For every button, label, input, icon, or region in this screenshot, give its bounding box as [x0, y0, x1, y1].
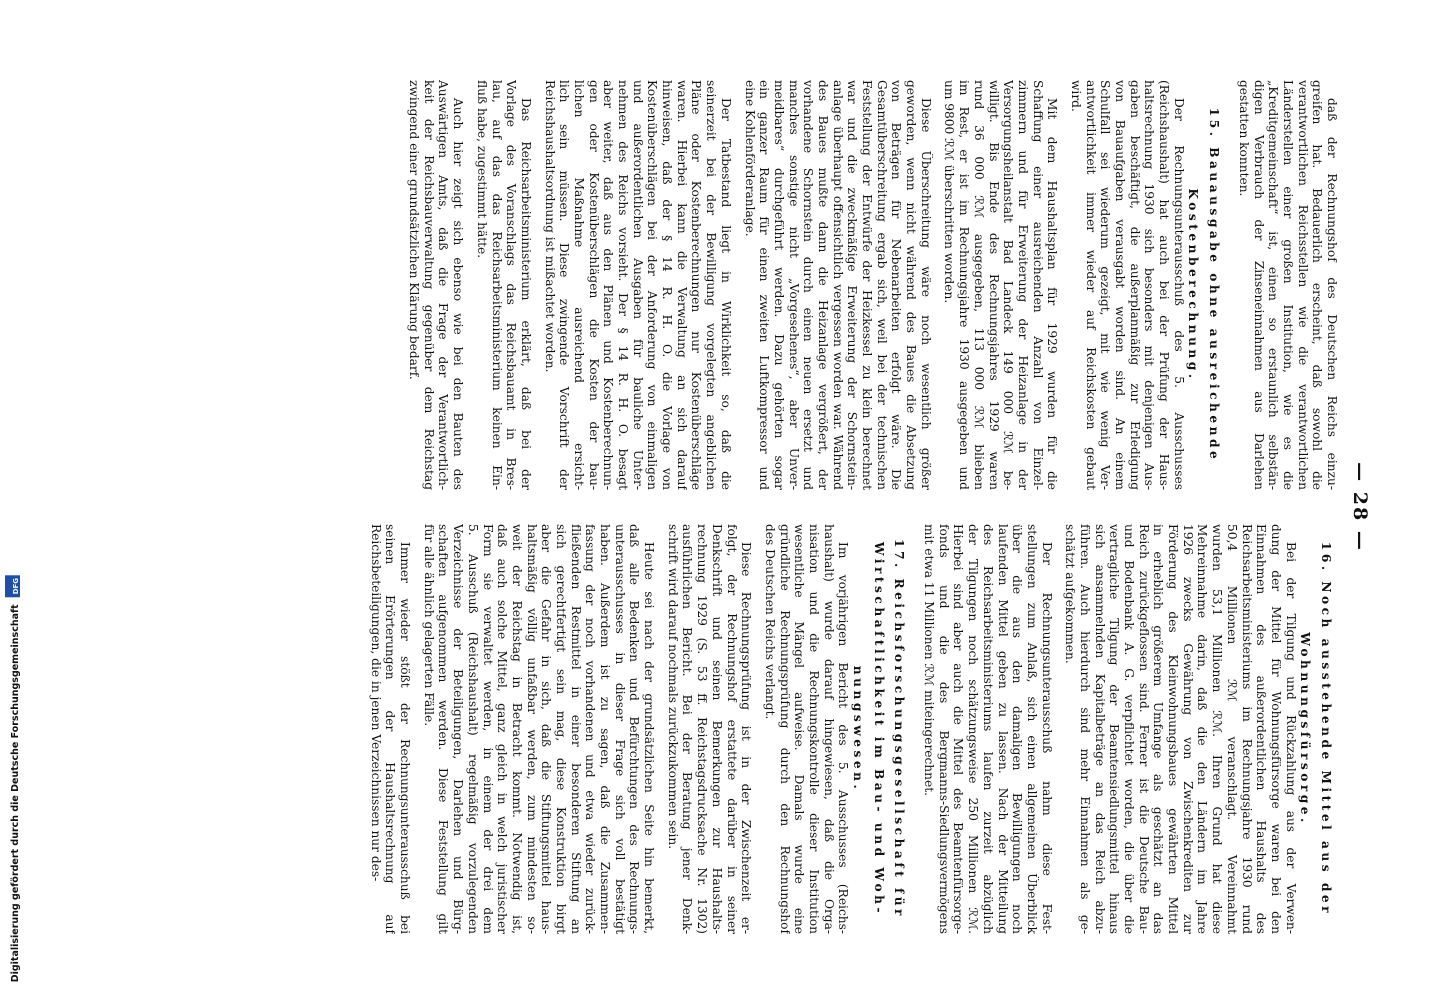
text-line: sich ansammelnden Kapitalbeträge an das Reich abzu-: [1092, 524, 1107, 934]
text-line: der Tilgungen noch schätzungsweise 250 Millionen ℛℳ.: [966, 524, 981, 934]
text-line: greifen hat. Bedauerlich erscheint, daß sowohl die: [1310, 80, 1325, 490]
text-line: ein ganzer Raum für einen zweiten Luftkompressor und: [757, 80, 772, 490]
text-line: Das Reichsarbeitsministerium erklärt, daß bei der: [518, 98, 533, 490]
text-line: Vorlage des Voranschlags das Reichsbauamt in Bres-: [504, 80, 519, 490]
text-line: aber die Gefahr in sich, daß die Stiftungsmittel haus-: [539, 524, 554, 934]
text-line: folgt, der Rechnungshof erstattete darüber in seiner: [724, 524, 739, 934]
text-line: Feststellung der Entwürfe der Heizkessel zu klein berechnet: [860, 80, 875, 490]
dfg-logo: DFG: [5, 575, 20, 597]
text-line: seinen Erörterungen der Haushaltsrechnung auf: [383, 524, 398, 934]
text-line: hinweisen, daß der § 14 R. H. O. die Vorlage von: [660, 80, 675, 490]
section-heading-block: [871, 524, 886, 934]
text-line: Reich zurückgeflossen sind. Ferner ist die Deutsche Bau-: [1136, 524, 1151, 934]
text-line: fluß habe, zugestimmt hätte.: [474, 80, 489, 259]
paragraph: [933, 80, 1060, 490]
text-line: vertragliche Tilgung der Beamtensiedlungsmittel hinaus: [1107, 524, 1122, 934]
text-line: Bei der Tilgung und Rückzahlung aus der Verwen-: [1283, 542, 1298, 934]
text-line: aber weiter, daß aus den Plänen und Kostenberechnun-: [601, 80, 616, 490]
text-line: von Bauaufgaben verausgabt worden sind. An einem: [1113, 80, 1128, 490]
paragraph-spacer: [359, 524, 368, 934]
text-line: zwingend einer grundsätzlichen Klärung bedarf.: [407, 80, 422, 380]
text-line: Länderstellen einer großen Institution, wie es die: [1280, 80, 1295, 490]
paragraph-spacer: [656, 524, 665, 934]
paragraph-spacer: [1059, 80, 1068, 490]
text-line: schrift wird darauf nochmals zurückzukommen sein.: [665, 524, 680, 850]
text-line: geworden, wenn nicht während des Baues die Absetzung: [904, 80, 919, 490]
text-line: Verzeichnisse der Beteiligungen, Darlehen und Bürg-: [451, 524, 466, 934]
paragraph: [465, 80, 533, 490]
text-line: Schulfall sei wiederum gezeigt, mit wie wenig Ver-: [1098, 80, 1113, 490]
text-line: willigt. Bis Ende des Rechnungsjahres 1929 waren: [986, 80, 1001, 490]
paragraph: [1054, 524, 1298, 934]
text-line: Immer wieder stößt der Rechnungsunterausschuß bei: [398, 542, 413, 934]
text-line: stellungen zum Anlaß, sich einen allgemeinen Überblick: [1024, 524, 1039, 934]
text-line: fassung der noch vorhandenen und etwa wieder zurück-: [583, 524, 598, 934]
text-line: zimmern und für Erweiterung der Heizanlage in der: [1015, 80, 1030, 490]
text-line: Kostenüberschlägen bei der Anforderung von einmaligen: [645, 80, 660, 490]
text-line: um 9800 ℛℳ überschritten worden.: [942, 80, 957, 304]
text-line: Auch hier zeigt sich ebenso wie bei den Bauten des: [451, 98, 466, 490]
text-line: führen. Auch hierdurch sind mehr Einnahmen als ge-: [1078, 524, 1092, 934]
paragraph-spacer: [465, 80, 474, 490]
section-heading: nungswesen.: [851, 665, 866, 793]
text-line: haushalt) wurde darauf hingewiesen, daß die Orga-: [821, 524, 836, 934]
section-heading: 17. Reichsforschungsgesellschaft für: [892, 539, 907, 919]
paragraph: [656, 524, 753, 934]
text-line: 5. Ausschuß (Reichshaushalt) regelmäßig vorzulegenden: [465, 524, 480, 934]
text-line: dung der Mittel für Wohnungsfürsorge waren bei den: [1268, 524, 1283, 934]
text-line: laufenden Mittel geben zu lassen. Nach der Mitteilung: [995, 524, 1010, 934]
text-line: Pläne oder Kostenberechnungen nur Kostenüberschläge: [689, 80, 704, 490]
text-line: Diese Überschreitung wäre noch wesentlich größer: [918, 98, 933, 490]
section-heading: Wirtschaftlichkeit im Bau- und Woh-: [871, 541, 886, 917]
text-line: über die aus den damaligen Bewilligungen noch: [1010, 524, 1025, 934]
text-line: Gesamtüberschreitung ergab sich, weil bei der technischen: [874, 80, 889, 490]
section-heading-block: [1207, 80, 1222, 490]
paragraph: [533, 80, 733, 490]
paragraph-spacer: [933, 80, 942, 490]
text-line: Der Tatbestand liegt in Wirklichkeit so, daß die: [718, 98, 733, 490]
paragraph-spacer: [733, 80, 742, 490]
paragraph: [359, 524, 412, 934]
text-line: sich gerechtfertigt sein mag, diese Konstruktion birgt: [554, 524, 568, 934]
paragraph-spacer: [412, 524, 421, 934]
text-line: eine Kohlenförderanlage.: [742, 80, 757, 237]
text-line: Diese Rechnungsprüfung ist in der Zwischenzeit er-: [739, 542, 754, 934]
text-line: haltsrechnung 1930 sich besonders mit denjenigen Aus-: [1142, 80, 1157, 490]
footer-credit: [5, 575, 21, 982]
text-columns: [359, 80, 1339, 934]
text-line: des Reichsarbeitsministeriums laufen zurzeit abzüglich: [980, 524, 995, 934]
paragraph-spacer: [397, 80, 406, 490]
text-line: von Beträgen für Nebenarbeiten erfolgt wäre. Die: [889, 80, 904, 490]
section-heading: Wohnungsfürsorge.: [1298, 632, 1313, 826]
text-line: in erheblich größerem Umfange als geschätzt an das: [1151, 524, 1166, 934]
section-heading: 15. Bauausgabe ohne ausreichende: [1207, 107, 1222, 463]
text-line: Reichsbeteiligungen, die in jenen Verzeichnissen nur des-: [368, 524, 383, 882]
text-line: rund 36 000 ℛℳ ausgegeben, 113 000 ℛℳ blieben: [971, 80, 986, 490]
text-line: anlage überhaupt offensichtlich vergessen worden war. Während: [830, 80, 845, 490]
digitization-footer: [0, 0, 30, 1000]
section-heading-block: [892, 524, 907, 934]
text-line: schätzt aufgekommen.: [1063, 524, 1078, 664]
text-line: Auswärtigen Amts, daß die Frage der Verantwortlich-: [436, 80, 451, 490]
text-line: des Baues mußte dann die Heizanlage vergrößert, der: [816, 80, 830, 490]
text-line: verantwortlichen Reichsstellen wie die verantwortlichen: [1295, 80, 1310, 490]
paragraph: [412, 524, 656, 934]
text-line: gründliche Rechnungsprüfung durch den Rechnungshof: [777, 524, 792, 934]
text-line: wesentliche Mängel aufweise. Damals wurde eine: [792, 524, 807, 934]
rotated-page-wrapper: [37, 20, 1397, 980]
paragraph-spacer: [533, 80, 542, 490]
text-line: rechnung 1929 (S. 53 ff. Reichstagsdrucksache Nr. 1302): [695, 524, 710, 934]
text-line: seinerzeit bei der Bewilligung vorgelegten angeblichen: [704, 80, 719, 490]
text-line: vorhandene Schornstein durch einen neuen ersetzt und: [801, 80, 816, 490]
text-line: lich sein müssen. Diese zwingende Vorschrift der: [557, 80, 572, 490]
text-line: Hierbei sind aber auch die Mittel des Beamtenfürsorge-: [951, 524, 966, 934]
text-line: Denkschrift und seinen Bemerkungen zur Haushalts-: [709, 524, 724, 934]
paragraph: [1227, 80, 1339, 490]
text-line: Versorgungsheilanstalt Bad Landeck 149 000 ℛℳ be-: [1001, 80, 1016, 490]
text-line: Der Rechnungsunterausschuß nahm diese Fest-: [1039, 542, 1054, 934]
section-heading: Kostenberechnung.: [1186, 188, 1201, 382]
text-line: schaften aufgenommen werden. Diese Feststellung gilt: [436, 524, 451, 934]
text-line: gen oder Kostenüberschlägen die Kosten der bau-: [586, 80, 601, 490]
text-line: Heute sei nach der grundsätzlichen Seite hin bemerkt,: [642, 542, 657, 934]
paragraph: [733, 80, 933, 490]
text-line: für alle ähnlich gelagerten Fälle.: [421, 524, 436, 727]
right-column: [359, 524, 1339, 934]
text-line: fonds und die des Bergmanns-Siedlungsvermögens: [936, 524, 951, 934]
text-line: gestatten konnten.: [1236, 80, 1251, 197]
paragraph: [397, 80, 465, 490]
section-heading-block: [1298, 524, 1313, 934]
paragraph-spacer: [753, 524, 762, 934]
section-heading-block: [1186, 80, 1201, 490]
text-line: wurden 53,1 Millionen ℛℳ. Ihren Grund hat diese: [1210, 524, 1225, 934]
text-line: haben. Außerdem ist zu sagen, daß die Zusammen-: [598, 524, 613, 934]
text-line: daß der Rechnungshof des Deutschen Reichs einzu-: [1325, 98, 1339, 490]
text-line: des Deutschen Reichs verlangt.: [762, 524, 777, 720]
footer-text: Digitalisierung gefördert durch die Deutsche Forschungsgemeinschaft: [10, 604, 21, 982]
text-line: fließenden Restmittel in einer besonderen Stiftung an: [568, 524, 583, 934]
text-line: digen Verbrauch der Zinseneinnahmen aus Darlehen: [1251, 80, 1266, 490]
text-line: unterausschusses in dieser Frage sich voll bestätigt: [612, 524, 627, 934]
section-heading-block: [850, 524, 865, 934]
text-line: nisation und die Rechnungskontrolle dieser Institution: [807, 524, 821, 934]
text-line: Schaffung einer ausreichenden Anzahl von Einzel-: [1030, 80, 1045, 490]
section-heading-block: [1318, 524, 1333, 934]
text-line: manches sonstige nicht „Vorgesehenes“, aber Unver-: [786, 80, 801, 490]
text-line: haltsmäßig völlig unfaßbar werden, zum mindesten so-: [524, 524, 539, 934]
text-line: 50,4 Millionen ℛℳ veranschlagt. Vereinnahmt: [1224, 524, 1239, 934]
paragraph-spacer: [1227, 80, 1236, 490]
section-heading: 16. Noch ausstehende Mittel aus der: [1319, 541, 1333, 917]
text-line: nehmen des Reichs vorsieht. Der § 14 R. H. O. besagt: [616, 80, 631, 490]
text-line: 1926 zwecks Gewährung von Zwischenkrediten zur: [1180, 524, 1195, 934]
text-line: lau, auf das das Reichsarbeitsministerium keinen Ein-: [489, 80, 504, 490]
text-line: Einnahmen des außerordentlichen Haushalts des: [1254, 524, 1269, 934]
left-column: [359, 80, 1339, 490]
text-line: waren. Hierbei kann die Verwaltung an sich darauf: [674, 80, 689, 490]
text-line: daß alle Bedenken und Befürchtungen des Rechnungs-: [627, 524, 642, 934]
text-line: gaben beschäftigt, die außerplanmäßig zur Erledigung: [1127, 80, 1142, 490]
text-line: keit der Reichsbauverwaltung gegenüber dem Reichstag: [421, 80, 436, 490]
text-line: Mehreinnahme darin, daß die den Ländern im Jahre: [1195, 524, 1210, 934]
text-line: Form sie verwaltet werden, in einem der drei dem: [480, 524, 495, 934]
text-line: meidbares“ durchgeführt werden. Dazu gehörten sogar: [771, 80, 786, 490]
text-line: und Bodenbank A. G. verpflichtet worden, die über die: [1122, 524, 1137, 934]
text-line: war und die zweckmäßige Erweiterung der Schornstein-: [845, 80, 860, 490]
document-page: [37, 20, 1397, 980]
text-line: und außerordentlichen Ausgaben für bauliche Unter-: [630, 80, 645, 490]
text-line: „Kreditgemeinschaft“ ist, einen so erstaunlich selbstän-: [1266, 80, 1281, 490]
text-line: ausführlichen Bericht. Bei der Beratung jener Denk-: [680, 524, 695, 934]
paragraph: [753, 524, 850, 934]
text-line: Förderung des Kleinwohnungsbaues gewährten Mittel: [1166, 524, 1181, 934]
text-line: im Rest, er ist im Rechnungsjahre 1930 ausgegeben und: [957, 80, 972, 490]
text-line: Reichsarbeitsministeriums im Rechnungsjahre 1930 rund: [1239, 524, 1254, 934]
text-line: lichen Maßnahme ausreichend ersicht-: [572, 80, 586, 490]
paragraph: [1059, 80, 1186, 490]
text-line: mit etwa 11 Millionen ℛℳ miteingerechnet.: [922, 524, 937, 796]
text-line: Im vorjährigen Bericht des 5. Ausschusses (Reichs-: [836, 542, 851, 934]
text-line: antwortlichkeit immer wieder auf Reichskosten gebaut: [1083, 80, 1098, 490]
paragraph-spacer: [912, 524, 921, 934]
text-line: (Reichshaushalt) hat auch bei der Prüfung der Haus-: [1157, 80, 1172, 490]
page-number: — 28 —: [1349, 462, 1371, 552]
paragraph: [912, 524, 1053, 934]
text-line: Reichshaushaltsordnung ist mißachtet worden.: [542, 80, 557, 373]
text-line: Mit dem Haushaltsplan für 1929 wurden für die: [1045, 98, 1060, 490]
paragraph-spacer: [1054, 524, 1063, 934]
text-line: daß auch solche Mittel, ganz gleich in welch juristischer: [495, 524, 510, 934]
text-line: Der Rechnungsunterausschuß des 5. Ausschusses: [1171, 98, 1186, 490]
text-line: weit der Reichstag in Betracht kommt. Notwendig ist,: [509, 524, 524, 934]
text-line: wird.: [1069, 80, 1083, 112]
